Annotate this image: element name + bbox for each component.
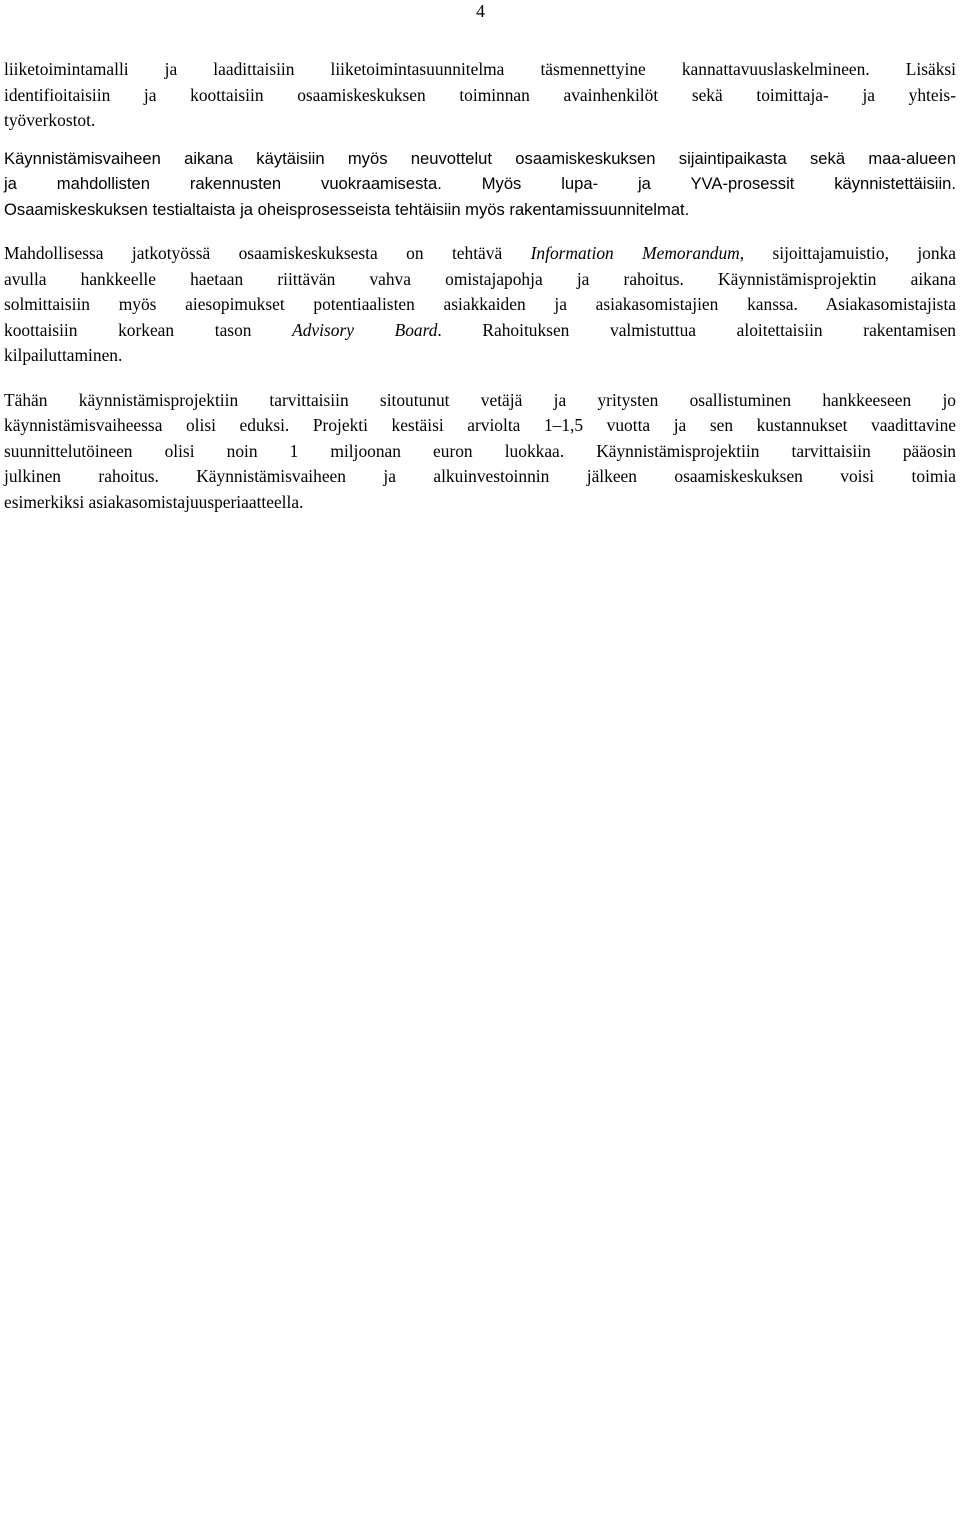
text-run: Mahdollisessa jatkotyössä osaamiskeskuksesta on tehtävä (4, 243, 531, 263)
paragraph-project-funding (4, 388, 956, 516)
text-line: Tähän käynnistämisprojektiin tarvittaisiin sitoutunut vetäjä ja yritysten osallistuminen hankkeeseen jo (4, 389, 956, 410)
page-number: 4 (476, 1, 485, 21)
text-line: Käynnistämisvaiheen aikana käytäisiin myös neuvottelut osaamiskeskuksen sijaintipaikasta sekä maa-alueen (4, 148, 956, 168)
text-line: solmittaisiin myös aiesopimukset potentiaalisten asiakkaiden ja asiakasomistajien kanssa. Asiakasomistajista (4, 294, 956, 314)
text-run: koottaisiin korkean tason (4, 319, 293, 340)
paragraph-information-memorandum (4, 241, 956, 369)
text-line: esimerkiksi asiakasomistajuusperiaatteella. (4, 491, 304, 512)
paragraph-business-plan (4, 57, 956, 134)
italic-term: Information Memorandum (530, 243, 740, 263)
text-line (4, 241, 956, 267)
text-run: , sijoittajamuistio, jonka (739, 243, 956, 263)
text-line: kilpailuttaminen. (4, 345, 123, 365)
text-line: avulla hankkeelle haetaan riittävän vahva omistajapohja ja rahoitus. Käynnistämisprojektin aikana (4, 268, 956, 289)
text-run: . Rahoituksen valmistuttua aloitettaisiin rakentamisen (437, 319, 956, 340)
text-line: liiketoimintamalli ja laadittaisiin liiketoimintasuunnitelma täsmennettyine kannattavuuslaskelmineen. Lisäksi (4, 59, 956, 79)
text-line: käynnistämisvaiheessa olisi eduksi. Projekti kestäisi arviolta 1–1,5 vuotta ja sen kustannukset vaadittavine (4, 415, 956, 435)
paragraph-startup-phase (4, 146, 956, 223)
text-line (4, 318, 956, 344)
document-body (4, 57, 956, 515)
text-line: identifioitaisiin ja koottaisiin osaamiskeskuksen toiminnan avainhenkilöt sekä toimittaja- ja yhteis- (4, 84, 956, 105)
text-line: Osaamiskeskuksen testialtaista ja oheisprosesseista tehtäisiin myös rakentamissuunnitelmat. (4, 199, 690, 219)
text-line: julkinen rahoitus. Käynnistämisvaiheen ja alkuinvestoinnin jälkeen osaamiskeskuksen voisi toimia (4, 466, 956, 486)
text-line: ja mahdollisten rakennusten vuokraamisesta. Myös lupa- ja YVA-prosessit käynnistettäisiin. (4, 174, 956, 193)
text-line: työverkostot. (4, 110, 96, 130)
italic-term: Advisory Board (292, 319, 438, 340)
text-line: suunnittelutöineen olisi noin 1 miljoonan euron luokkaa. Käynnistämisprojektiin tarvittaisiin pääosin (4, 440, 956, 461)
